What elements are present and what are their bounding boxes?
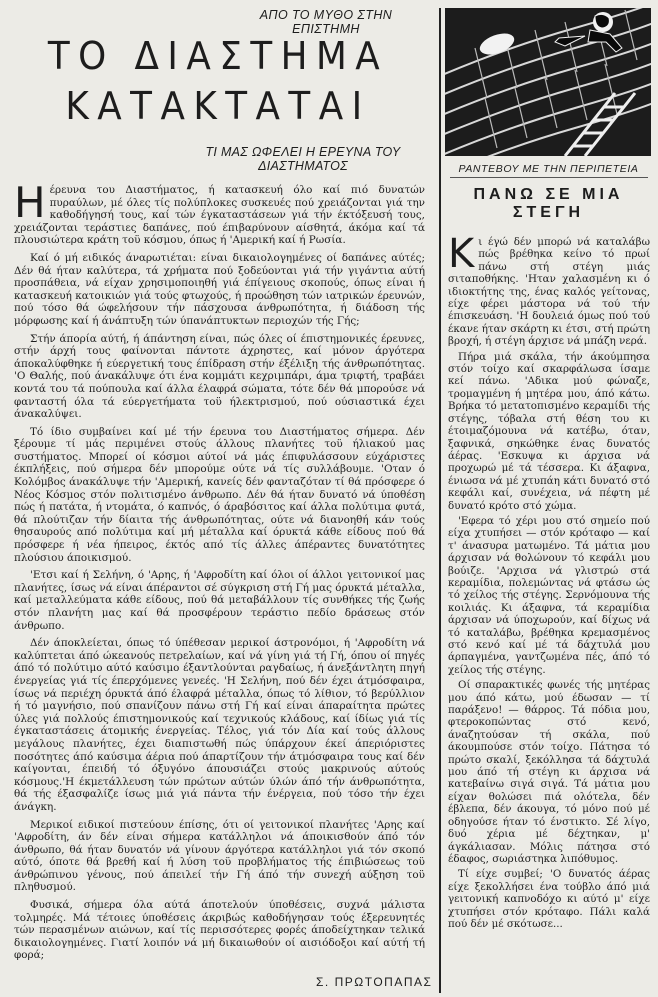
sidebar-paragraph: 'Εφερα τό χέρι μου στό σημείο πού είχα χτυπήσει — στόν κρόταφο — καί τ' άνασυρα ματωμένο. Τά μάτια μου άρχισαν νά θολώνουν τό κεφάλι μου βούιζε. 'Αρχισα νά γλιστρώ στά κεραμίδια, πολεμώντας νά φτάσω ώς τό χείλος τής στέγης. Σερνόμουνα τής κοιλιάς. Κι άξαφνα, τά κεραμίδια άρχισαν νά ύποχωρούν, καί δίχως νά τό καταλάβω, βρέθηκα κρεμασμένος στό κενό καί μέ τά δάχτυλά μου άρπαγμένα, γαντζωμένα πές, άπό τό χείλος τής στέγης. <box>448 514 650 676</box>
article-paragraph: Στήν άπορία αύτή, ή άπάντηση είναι, πώς όλες οί έπιστημονικές έρευνες, στήν άρχή τους φαίνονται πάντοτε άχρηστες, καί μόνον άργότερα άποκαλύφθηκε ή εύεργετική τους έπίδραση στήν έξέλιξη τής άνθρωπότητας. 'Ο Θαλής, πού άνακάλυψε ότι ένα κομμάτι κεχριμπάρι, άμα τριφτή, τραβάει κοντά του τά πούπουλα καί άλλα έλαφρά σώματα, τότε δέν θά μπορούσε νά φανταστή όλα τά εύεργετήματα τοϋ ήλεκτρισμού, πού ούσιαστικά έχει άνακαλύψει. <box>14 332 425 421</box>
article-body <box>14 178 425 967</box>
article-paragraph: Ηέρευνα του Διαστήματος, ή κατασκευή όλο καί πιό δυνατών πυραύλων, μέ όλες τίς πολύπλοκες συσκευές πού χρειάζονται γιά την καθοδήγησή τους, καί τών έγκαταστάσεων γιά τήν έκτόξευσή τους, χρειάζονται τεράστιες δαπάνες, πού έπιβαρύνουν αίσθητά, άκόμα καί τά πλουσιώτερα κράτη τοϋ κόσμου, όπως ή 'Αμερική καί ή Ρωσία. <box>14 178 425 247</box>
article-paragraph: Καί ό μή ειδικός άναρωτιέται: είναι δικαιολογημένες οί δαπάνες αύτές; Δέν θά ήταν καλύτερα, τά χρήματα πού ξοδεύονται γιά τήν γιγάντια αύτή προσπάθεια, νά είχαν χρησιμοποιηθή γιά έπίγειους σκοπούς, όπως είναι ή κατασκευή κατοικιών γιά τούς φτωχούς, ή προώθηση τών ιατρικών έρευνών, πού τόσο θά ώφελήσουν τήν πάσχουσα άνθρωπότητα, ή διάδοση τής μόρφωσης καί ή άνάπτυξη τών ύπανάπτυκτων περιοχών τής Γής; <box>14 251 425 327</box>
sidebar-paragraph: Τί είχε συμβεί; 'Ο δυνατός άέρας είχε ξεκολλήσει ένα τούβλο άπό μιά γειτονική καπνοδόχο κι αύτό μ' είχε χτυπήσει στόν κρόταφο. Πάλι καλά πού δέν μέ σκότωσε... <box>448 868 650 930</box>
headline-line-1: ΤΟ ΔΙΑΣΤΗΜΑ <box>47 34 389 78</box>
drop-cap: Η <box>14 178 46 227</box>
author-signature: Σ. ΠΡΩΤΟΠΑΠΑΣ <box>316 975 433 989</box>
article-paragraph: Δέν άποκλείεται, όπως τό ύπέθεσαν μερικοί άστρονόμοι, ή 'Αφροδίτη νά καλύπτεται άπό ώκεανούς πετρελαίων, καί νά γίνη γιά τή Γή, όπου οί πηγές άπό τό πολύτιμο αύτό καύσιμο έξαντλούνται ραγδαίως, ή άνεξάντλητη πηγή ένεργείας γιά τίς έπερχόμενες γενεές. 'Η Σελήνη, πού δέν έχει άτμόσφαιρα, ίσως νά περιέχη όρυκτά άπό έλαφρά μέταλλα, όπως τό λίθιον, τό βερύλλιον ή τό μαγνήσιο, πού σπανίζουν πάνω στή Γή καί είναι άπαραίτητα πρώτες ύλες γιά πολλούς έπιστημονικούς καί τεχνικούς κλάδους, καί ίδίως γιά τίς έγκαταστάσεις άτομικής ένεργείας. Τέλος, γιά τόν Δία καί τούς άλλους μεγάλους πλανήτες, έχει διαπιστωθή πώς ύπάρχουν έκεί άπεριόριστες ποσότητες άπό καύσιμα άέρια πού άπαρτίζουν τήν άτμόσφαιρα τους καί δέν καίγονται, έπειδή τό όξυγόνο άπουσιάζει στούς μακρινούς αύτούς κόσμους.'Η έκμετάλλευση τών πρώτων αύτών ύλών άπό τήν άνθρωπότητα, θά τής έξασφαλίζε ίσως μιά γιά πάντα τήν ένέργεια, πού τόσο τήν έχει άνάγκη. <box>14 637 425 813</box>
sidebar-title: ΠΑΝΩ ΣΕ ΜΙΑ ΣΤΕΓΗ <box>473 186 624 221</box>
article-paragraph: Τό ίδιο συμβαίνει καί μέ τήν έρευνα του Διαστήματος σήμερα. Δέν ξέρουμε τί μάς περιμένει στούς άλλους πλανήτες τοϋ ήλιακού μας συστήματος. Μπορεί οί κόσμοι αύτοί νά μάς έπιφυλάσσουν εύχάριστες έκπλήξεις, πού σήμερα δέν μπορούμε ούτε νά τίς συλλάβουμε. 'Οταν ό Κολόμβος άνακάλυψε τήν 'Αμερική, κανείς δέν φανταζόταν τί θά πρόσφερε ό Νέος Κόσμος στόν πολιτισμένο άνθρωπο. Δέν θά ήταν δυνατό νά ύποθέση πώς ή πατάτα, ή ντομάτα, ό καπνός, ό άραβόσιτος καί άλλα πολύτιμα φυτά, θά πλούτιζαν τήν δίαιτα τής άνθρωπότητας, ούτε νά διανοηθή κάν τούς θησαυρούς από πολύτιμα καί μή μέταλλα καί όρυκτά κάθε είδους πού θά πρόσφερε ή νέα ήπειρος, έκτός από τίς άλλες άπέραντες δυνατότητες πλούσιου άποικισμού. <box>14 425 425 564</box>
sidebar-paragraph: Κι έγώ δέν μπορώ νά καταλάβω πώς βρέθηκα κείνο τό πρωί πάνω στή στέγη μιάς σιταποθήκης. 'Ηταν χαλασμένη κι ό ιδιοκτήτης της, ένας καλός γείτονας, είχε φέρει μάστορα νά τού τήν έπισκευάση. 'Η δουλειά όμως πού τού έκανε ήταν σκάρτη κι έτσι, στή πρώτη βροχή, ή στέγη άρχισε νά μπάζη νερά. <box>448 231 650 348</box>
article-paragraph: Φυσικά, σήμερα όλα αύτά άποτελούν ύποθέσεις, συχνά μάλιστα τολμηρές. Μά τέτοιες ύποθέσεις άκριβώς καθοδήγησαν τούς έξερευνητές τών περασμένων αιώνων, καί τίς περισσότερες φορές άποδείχτηκαν τελικά δικαιολογημένες. Γιατί λοιπόν νά μή δικαιωθούν οί αισιόδοξοι καί αύτή τή φορά; <box>14 899 425 962</box>
sidebar-kicker: ΡΑΝΤΕΒΟΥ ΜΕ ΤΗΝ ΠΕΡΙΠΕΤΕΙΑ <box>458 163 639 175</box>
sidebar-drop-cap: Κ <box>448 231 475 277</box>
sidebar-rule <box>450 177 648 178</box>
column-divider <box>439 8 441 993</box>
subheadline: ΤΙ ΜΑΣ ΩΦΕΛΕΙ Η ΕΡΕΥΝΑ ΤΟΥ ΔΙΑΣΤΗΜΑΤΟΣ <box>205 145 401 173</box>
rooftop-illustration <box>445 8 651 156</box>
sidebar-paragraph: Πήρα μιά σκάλα, τήν άκούμπησα στόν τοίχο καί σκαρφάλωσα ίσαμε κεί πάνω. 'Αδικα μού φώναζε, τρομαγμένη ή μητέρα μου, άπό κάτω. Βρήκα τό μετατοπισμένο κεραμίδι τής στέγης, τόβαλα στή θέση του κι έτοιμαζόμουνα νά κατέβω, όταν, ξαφνικά, σηκώθηκε ένας δυνατός άέρας. 'Εσκυψα κι άρχισα νά προχωρώ μέ τά τέσσερα. Κι άξαφνα, ένιωσα νά μέ χτυπάη κάτι δυνατό στό κεφάλι καί, συνέχεια, νά πέφτη μέ δυνατό κρότο στό χώμα. <box>448 350 650 512</box>
article-paragraph: 'Ετσι καί ή Σελήνη, ό 'Αρης, ή 'Αφροδίτη καί όλοι οί άλλοι γειτονικοί μας πλανήτες, ίσως νά είναι άπέραντοι σέ σύγκριση στή Γή μας όρυκτά μέταλλα, καί μεταλλεύματα κάθε είδους, πού θά μεταβάλλουν τίς συνθήκες τής ζωής στόν πλανήτη μας καί θά προσφέρουν τεράστιο πεδίο δράσεως στόν άνθρωπο. <box>14 569 425 632</box>
sidebar-paragraph: Οί σπαρακτικές φωνές τής μητέρας μου άπό κάτω, μού έδωσαν — τί παράξενο! — θάρρος. Τά πόδια μου, φτεροκοπώντας στό κενό, άναζητούσαν τή σκάλα, πού άκουμπούσε στόν τοίχο. Πάτησα τό πρώτο σκαλί, ξεκόλλησα τά δάχτυλά μου άπό τή στέγη κι άρχισα νά κατεβαίνω σιγά σιγά. Τά μάτια μου είχαν θολώσει πιά ολότελα, δέν έβλεπα, δέν άκουγα, τό μόνο πού μέ οδηγούσε ήταν τό ένστικτο. Σέ λίγο, δυό χέρια μέ δέχτηκαν, μ' άγκάλιασαν. Μόλις πάτησα στό έδαφος, σωριάστηκα λιπόθυμος. <box>448 679 650 865</box>
section-kicker: ΑΠΟ ΤΟ ΜΥΘΟ ΣΤΗΝ ΕΠΙΣΤΗΜΗ <box>259 8 393 36</box>
article-paragraph: Μερικοί ειδικοί πιστεύουν έπίσης, ότι οί γειτονικοί πλανήτες 'Αρης καί 'Αφροδίτη, άν δέν είναι σήμερα κατάλληλοι νά άποικισθούν άπό τόν άνθρωπο, θά ήταν δυνατόν νά γίνουν άργότερα κατάλληλοι γιά τόν σκοπό αύτό, όποτε θά βρεθή καί ή λύση τοϋ προβλήματος τής έπιβιώσεως τοϋ άνθρώπινου γένους, πού άπειλεί τήν Γή άπό τήν συνεχή αύξηση τοϋ πληθυσμού. <box>14 818 425 894</box>
headline-line-2: ΚΑΤΑΚΤΑΤΑΙ <box>65 84 371 128</box>
sidebar-story <box>448 231 650 933</box>
